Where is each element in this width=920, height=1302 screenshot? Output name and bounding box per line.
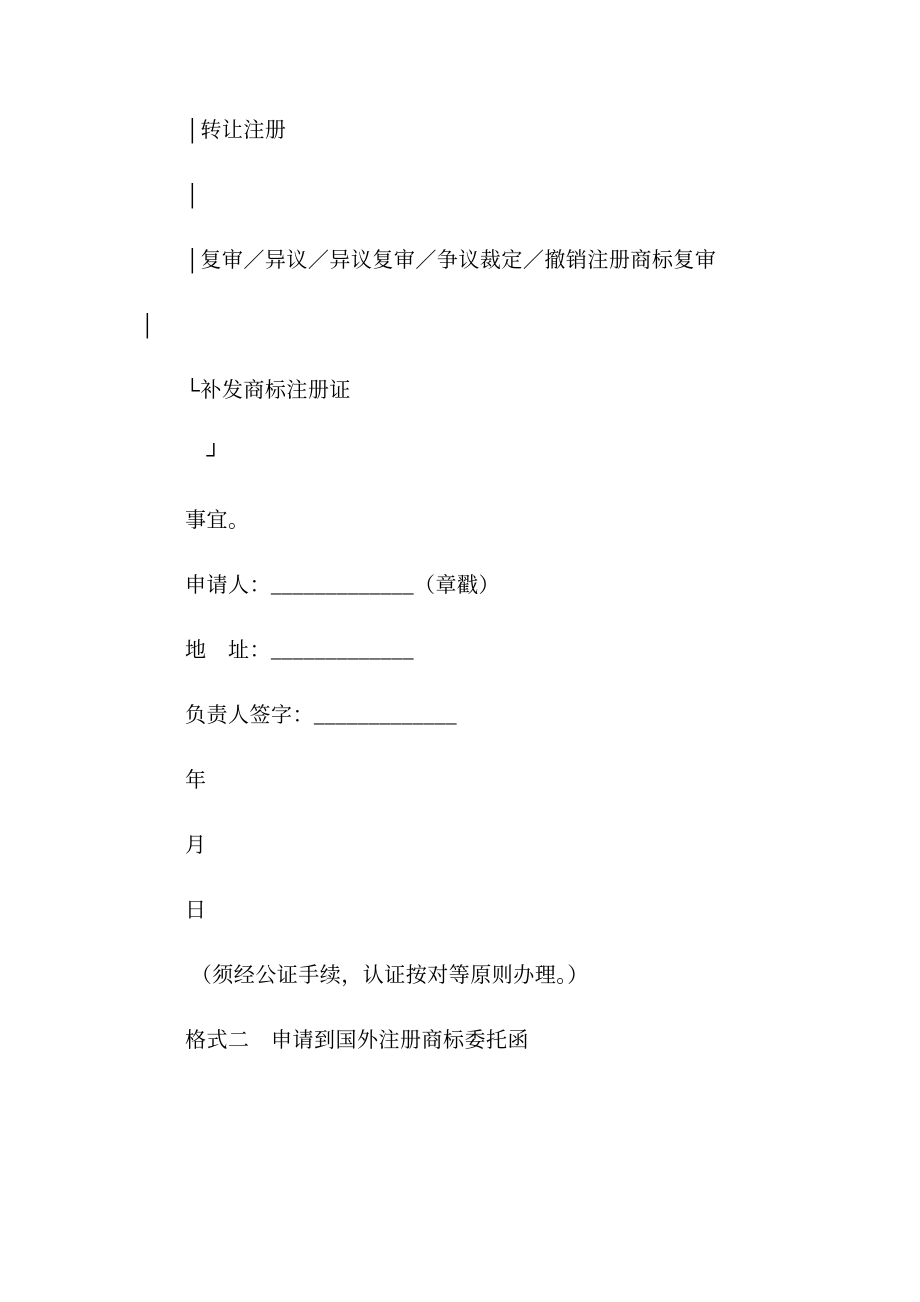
line-matters: 事宜。 — [185, 508, 250, 532]
line-day: 日 — [185, 898, 207, 922]
line-address-blank: 地 址：_____________ — [185, 638, 414, 662]
line-review-options: │复审／异议／异议复审／争议裁定／撤销注册商标复审 — [185, 248, 717, 272]
line-notarization-note: （须经公证手续，认证按对等原则办理。） — [185, 963, 589, 987]
line-transfer-registration: │转让注册 — [185, 118, 287, 142]
line-vertical-bar-2: │ — [140, 313, 156, 337]
line-reissue-certificate: └补发商标注册证 — [185, 378, 351, 402]
line-format-two-title: 格式二 申请到国外注册商标委托函 — [185, 1028, 529, 1052]
line-bracket-close: ┘ — [185, 443, 222, 467]
line-vertical-bar-1: │ — [185, 183, 201, 207]
line-applicant-blank: 申请人：_____________（章戳） — [185, 573, 500, 597]
line-month: 月 — [185, 833, 207, 857]
line-year: 年 — [185, 768, 207, 792]
line-signature-blank: 负责人签字：_____________ — [185, 703, 457, 727]
